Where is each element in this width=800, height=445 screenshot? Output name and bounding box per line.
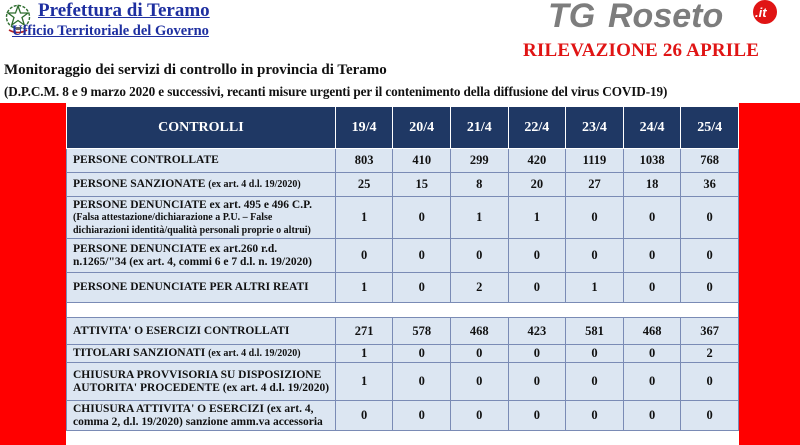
table-row bbox=[67, 345, 739, 363]
cell-value: 0 bbox=[450, 363, 508, 401]
cell-value: 0 bbox=[566, 345, 624, 363]
table-row bbox=[67, 363, 739, 401]
cell-value: 0 bbox=[566, 363, 624, 401]
prefettura-title: Prefettura di Teramo bbox=[38, 0, 210, 21]
cell-value: 0 bbox=[623, 363, 681, 401]
cell-value: 8 bbox=[450, 173, 508, 197]
cell-value: 0 bbox=[508, 401, 566, 431]
cell-value: 0 bbox=[393, 273, 451, 303]
cell-value: 271 bbox=[335, 318, 393, 345]
table-row bbox=[67, 273, 739, 303]
cell-value: 423 bbox=[508, 318, 566, 345]
cell-value: 1 bbox=[335, 273, 393, 303]
cell-value: 0 bbox=[508, 363, 566, 401]
row-label: PERSONE SANZIONATE (ex art. 4 d.l. 19/2020) bbox=[67, 173, 336, 197]
row-label: PERSONE DENUNCIATE ex art.260 r.d. n.1265/"34 (ex art. 4, commi 6 e 7 d.l. n. 19/2020) bbox=[67, 239, 336, 273]
header-date: 25/4 bbox=[681, 107, 739, 149]
table-row bbox=[67, 149, 739, 173]
cell-value: 0 bbox=[393, 363, 451, 401]
cell-value: 0 bbox=[450, 239, 508, 273]
table-row bbox=[67, 173, 739, 197]
row-label: CHIUSURA ATTIVITA' O ESERCIZI (ex art. 4, comma 2, d.l. 19/2020) sanzione amm.va accessoria bbox=[67, 401, 336, 431]
cell-value: 0 bbox=[450, 345, 508, 363]
cell-value: 0 bbox=[566, 197, 624, 239]
header-date: 19/4 bbox=[335, 107, 393, 149]
row-label: PERSONE CONTROLLATE bbox=[67, 149, 336, 173]
cell-value: 0 bbox=[393, 401, 451, 431]
logo-it-text: .it bbox=[755, 5, 767, 20]
monitoring-subtitle: (D.P.C.M. 8 e 9 marzo 2020 e successivi, recanti misure urgenti per il contenimento della diffusione del virus COVID-19) bbox=[4, 84, 668, 99]
cell-value: 0 bbox=[623, 239, 681, 273]
header-date: 24/4 bbox=[623, 107, 681, 149]
header-date: 21/4 bbox=[450, 107, 508, 149]
cell-value: 803 bbox=[335, 149, 393, 173]
cell-value: 0 bbox=[681, 197, 739, 239]
row-label: CHIUSURA PROVVISORIA SU DISPOSIZIONE AUTORITA' PROCEDENTE (ex art. 4 d.l. 19/2020) bbox=[67, 363, 336, 401]
cell-value: 1 bbox=[335, 363, 393, 401]
left-red-band bbox=[0, 103, 66, 445]
table-row bbox=[67, 401, 739, 431]
cell-value: 2 bbox=[450, 273, 508, 303]
cell-value: 18 bbox=[623, 173, 681, 197]
header-date: 22/4 bbox=[508, 107, 566, 149]
cell-value: 20 bbox=[508, 173, 566, 197]
right-red-band bbox=[739, 103, 800, 445]
cell-value: 1 bbox=[566, 273, 624, 303]
table-row bbox=[67, 318, 739, 345]
cell-value: 0 bbox=[681, 239, 739, 273]
row-label: TITOLARI SANZIONATI (ex art. 4 d.l. 19/2020) bbox=[67, 345, 336, 363]
row-label: PERSONE DENUNCIATE PER ALTRI REATI bbox=[67, 273, 336, 303]
cell-value: 0 bbox=[335, 401, 393, 431]
cell-value: 0 bbox=[623, 401, 681, 431]
cell-value: 0 bbox=[508, 273, 566, 303]
table-header-row bbox=[67, 107, 739, 149]
separator-cell bbox=[67, 303, 739, 318]
header-date: 23/4 bbox=[566, 107, 624, 149]
cell-value: 468 bbox=[623, 318, 681, 345]
row-label: PERSONE DENUNCIATE ex art. 495 e 496 C.P. (Falsa attestazione/dichiarazione a P.U. – False dichiarazioni identità/qualità personali proprie o altrui) bbox=[67, 197, 336, 239]
table-separator-row bbox=[67, 303, 739, 318]
cell-value: 0 bbox=[566, 239, 624, 273]
cell-value: 578 bbox=[393, 318, 451, 345]
rilevazione-date: RILEVAZIONE 26 APRILE bbox=[523, 40, 760, 61]
header-controlli: CONTROLLI bbox=[67, 107, 336, 149]
cell-value: 0 bbox=[623, 345, 681, 363]
cell-value: 1 bbox=[335, 345, 393, 363]
cell-value: 0 bbox=[508, 345, 566, 363]
cell-value: 581 bbox=[566, 318, 624, 345]
ufficio-subtitle: Ufficio Territoriale del Governo bbox=[12, 23, 209, 39]
header-date: 20/4 bbox=[393, 107, 451, 149]
cell-value: 410 bbox=[393, 149, 451, 173]
cell-value: 0 bbox=[681, 273, 739, 303]
cell-value: 768 bbox=[681, 149, 739, 173]
logo-tg-text: TG bbox=[548, 0, 596, 35]
tg-roseto-logo bbox=[548, 0, 784, 36]
cell-value: 2 bbox=[681, 345, 739, 363]
table-row bbox=[67, 239, 739, 273]
cell-value: 15 bbox=[393, 173, 451, 197]
cell-value: 420 bbox=[508, 149, 566, 173]
cell-value: 0 bbox=[623, 197, 681, 239]
cell-value: 0 bbox=[681, 401, 739, 431]
cell-value: 1 bbox=[508, 197, 566, 239]
cell-value: 1 bbox=[450, 197, 508, 239]
cell-value: 367 bbox=[681, 318, 739, 345]
monitoring-title: Monitoraggio dei servizi di controllo in provincia di Teramo bbox=[4, 62, 387, 78]
cell-value: 27 bbox=[566, 173, 624, 197]
cell-value: 0 bbox=[335, 239, 393, 273]
cell-value: 0 bbox=[508, 239, 566, 273]
cell-value: 25 bbox=[335, 173, 393, 197]
cell-value: 0 bbox=[450, 401, 508, 431]
cell-value: 1038 bbox=[623, 149, 681, 173]
cell-value: 0 bbox=[623, 273, 681, 303]
cell-value: 0 bbox=[393, 239, 451, 273]
logo-roseto-text: Roseto bbox=[608, 0, 724, 35]
controls-table bbox=[66, 106, 739, 431]
cell-value: 1 bbox=[335, 197, 393, 239]
cell-value: 0 bbox=[566, 401, 624, 431]
row-label: ATTIVITA' O ESERCIZI CONTROLLATI bbox=[67, 318, 336, 345]
table-row bbox=[67, 197, 739, 239]
cell-value: 468 bbox=[450, 318, 508, 345]
cell-value: 0 bbox=[393, 345, 451, 363]
cell-value: 36 bbox=[681, 173, 739, 197]
cell-value: 299 bbox=[450, 149, 508, 173]
cell-value: 1119 bbox=[566, 149, 624, 173]
cell-value: 0 bbox=[393, 197, 451, 239]
cell-value: 0 bbox=[681, 363, 739, 401]
